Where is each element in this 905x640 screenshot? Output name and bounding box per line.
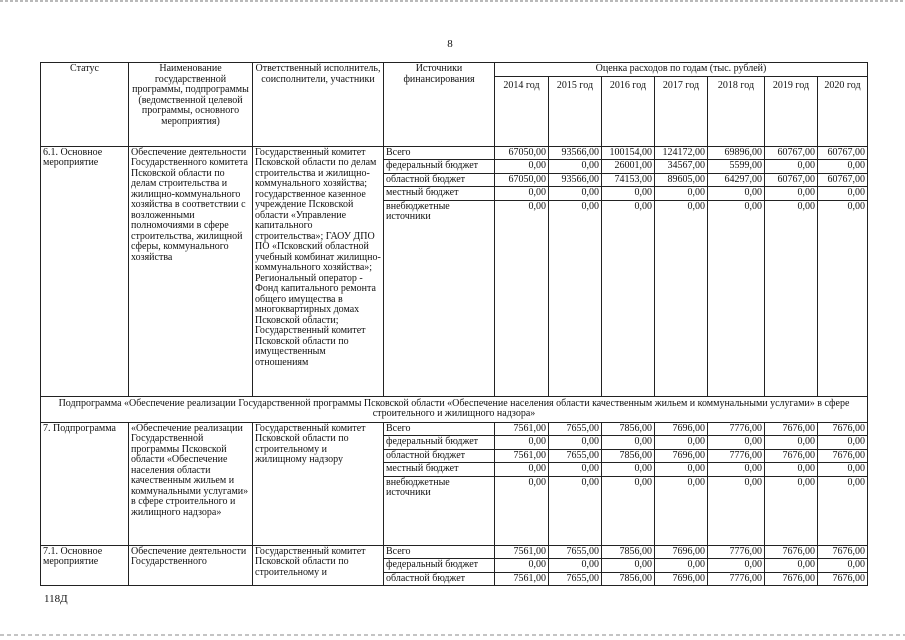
row-value: 7676,00 — [818, 572, 868, 586]
row-source: Всего — [384, 146, 495, 160]
row-source: Всего — [384, 545, 495, 559]
row-value: 7561,00 — [495, 572, 549, 586]
row-value: 7856,00 — [602, 572, 655, 586]
row-value: 0,00 — [818, 160, 868, 174]
row-value: 0,00 — [602, 476, 655, 545]
header-year: 2019 год — [765, 76, 818, 146]
row-value: 7676,00 — [818, 449, 868, 463]
row-value: 0,00 — [765, 187, 818, 201]
row-value: 0,00 — [818, 476, 868, 545]
row-value: 0,00 — [765, 463, 818, 477]
row-value: 0,00 — [549, 463, 602, 477]
row-value: 0,00 — [708, 559, 765, 573]
row-source: областной бюджет — [384, 449, 495, 463]
row-name: «Обеспечение реализации Государственной программы Псковской области «Обеспечение населения области качественным жильем и коммунальными услугами» в сфере строительного и жилищного надзора» — [129, 422, 253, 545]
row-value: 7655,00 — [549, 449, 602, 463]
row-status: 6.1. Основное мероприятие — [41, 146, 129, 396]
scan-edge-bottom — [0, 634, 905, 636]
row-value: 0,00 — [549, 559, 602, 573]
header-name: Наименование государственной программы, подпрограммы (ведомственной целевой программы, основного мероприятия) — [129, 63, 253, 147]
header-executor: Ответственный исполнитель, соисполнители, участники — [253, 63, 384, 147]
row-value: 7696,00 — [655, 545, 708, 559]
row-status: 7. Подпрограмма — [41, 422, 129, 545]
header-year: 2016 год — [602, 76, 655, 146]
row-value: 7676,00 — [765, 545, 818, 559]
row-value: 60767,00 — [818, 173, 868, 187]
header-year: 2015 год — [549, 76, 602, 146]
row-value: 7676,00 — [818, 545, 868, 559]
row-executor: Государственный комитет Псковской области по делам строительства и жилищно-коммунального хозяйства; государственное казенное учреждение Псковской области «Управление капитального строительства»; ГАОУ ДПО ПО «Псковский областной учебный комбинат жилищно-коммунального хозяйства»; Региональный оператор - Фонд капитального ремонта общего имущества в многоквартирных домах Псковской области; Государственный комитет Псковской области по имущественным отношениям — [253, 146, 384, 396]
row-value: 7696,00 — [655, 572, 708, 586]
row-value: 0,00 — [495, 436, 549, 450]
row-value: 7561,00 — [495, 545, 549, 559]
subprogram-banner-row — [41, 396, 868, 422]
row-value: 0,00 — [765, 476, 818, 545]
row-value: 0,00 — [495, 463, 549, 477]
row-value: 64297,00 — [708, 173, 765, 187]
row-value: 7856,00 — [602, 422, 655, 436]
row-value: 0,00 — [655, 436, 708, 450]
row-name: Обеспечение деятельности Государственного — [129, 545, 253, 586]
header-year: 2020 год — [818, 76, 868, 146]
row-value: 5599,00 — [708, 160, 765, 174]
row-value: 7676,00 — [818, 422, 868, 436]
row-value: 0,00 — [708, 187, 765, 201]
row-value: 0,00 — [655, 187, 708, 201]
row-value: 7655,00 — [549, 422, 602, 436]
row-value: 0,00 — [495, 200, 549, 396]
row-source: внебюджетные источники — [384, 476, 495, 545]
row-value: 67050,00 — [495, 173, 549, 187]
row-value: 93566,00 — [549, 173, 602, 187]
row-value: 0,00 — [765, 436, 818, 450]
row-value: 0,00 — [818, 187, 868, 201]
row-value: 0,00 — [818, 559, 868, 573]
row-value: 7776,00 — [708, 545, 765, 559]
row-value: 93566,00 — [549, 146, 602, 160]
row-value: 74153,00 — [602, 173, 655, 187]
row-source: Всего — [384, 422, 495, 436]
table-row — [41, 545, 868, 559]
header-year: 2017 год — [655, 76, 708, 146]
row-source: областной бюджет — [384, 173, 495, 187]
row-value: 0,00 — [495, 559, 549, 573]
header-status: Статус — [41, 63, 129, 147]
row-source: областной бюджет — [384, 572, 495, 586]
row-value: 26001,00 — [602, 160, 655, 174]
table-row — [41, 146, 868, 160]
row-value: 7676,00 — [765, 422, 818, 436]
row-value: 0,00 — [818, 200, 868, 396]
row-value: 7776,00 — [708, 449, 765, 463]
row-value: 0,00 — [495, 160, 549, 174]
header-year: 2018 год — [708, 76, 765, 146]
header-year: 2014 год — [495, 76, 549, 146]
row-value: 7696,00 — [655, 422, 708, 436]
row-source: федеральный бюджет — [384, 559, 495, 573]
row-value: 0,00 — [818, 463, 868, 477]
row-value: 7856,00 — [602, 545, 655, 559]
row-executor: Государственный комитет Псковской области по строительному и — [253, 545, 384, 586]
row-value: 124172,00 — [655, 146, 708, 160]
subprogram-banner: Подпрограмма «Обеспечение реализации Государственной программы Псковской области «Обеспечение населения области качественным жильем и коммунальными услугами» в сфере строительного и жилищного надзора» — [41, 396, 868, 422]
row-executor: Государственный комитет Псковской области по строительному и жилищному надзору — [253, 422, 384, 545]
row-value: 0,00 — [708, 463, 765, 477]
row-value: 7655,00 — [549, 545, 602, 559]
row-value: 0,00 — [602, 200, 655, 396]
row-value: 0,00 — [765, 559, 818, 573]
row-value: 7676,00 — [765, 449, 818, 463]
row-value: 67050,00 — [495, 146, 549, 160]
page-number: 8 — [447, 38, 453, 50]
budget-table — [40, 62, 868, 586]
row-value: 60767,00 — [765, 146, 818, 160]
row-source: внебюджетные источники — [384, 200, 495, 396]
header-estimate: Оценка расходов по годам (тыс. рублей) — [495, 63, 868, 77]
row-value: 69896,00 — [708, 146, 765, 160]
row-value: 0,00 — [495, 187, 549, 201]
row-value: 0,00 — [549, 187, 602, 201]
row-value: 0,00 — [818, 436, 868, 450]
row-source: федеральный бюджет — [384, 160, 495, 174]
row-source: местный бюджет — [384, 187, 495, 201]
row-name: Обеспечение деятельности Государственного комитета Псковской области по делам строительства и жилищно-коммунального хозяйства в соответствии с возложенными полномочиями в сфере строительства, жилищной сферы, коммунального хозяйства — [129, 146, 253, 396]
row-value: 7561,00 — [495, 449, 549, 463]
row-value: 0,00 — [708, 200, 765, 396]
row-status: 7.1. Основное мероприятие — [41, 545, 129, 586]
row-value: 100154,00 — [602, 146, 655, 160]
row-value: 0,00 — [655, 476, 708, 545]
row-value: 7856,00 — [602, 449, 655, 463]
row-value: 0,00 — [765, 200, 818, 396]
row-value: 34567,00 — [655, 160, 708, 174]
row-value: 0,00 — [549, 436, 602, 450]
row-value: 0,00 — [495, 476, 549, 545]
row-value: 7776,00 — [708, 572, 765, 586]
row-value: 0,00 — [549, 476, 602, 545]
row-value: 7655,00 — [549, 572, 602, 586]
row-value: 0,00 — [708, 436, 765, 450]
row-value: 60767,00 — [818, 146, 868, 160]
table-row — [41, 422, 868, 436]
row-value: 0,00 — [602, 436, 655, 450]
row-value: 7676,00 — [765, 572, 818, 586]
document-code: 118Д — [44, 593, 68, 605]
row-source: федеральный бюджет — [384, 436, 495, 450]
row-value: 0,00 — [549, 160, 602, 174]
row-value: 89605,00 — [655, 173, 708, 187]
row-value: 7696,00 — [655, 449, 708, 463]
row-value: 0,00 — [655, 559, 708, 573]
row-value: 0,00 — [602, 463, 655, 477]
row-value: 0,00 — [765, 160, 818, 174]
row-value: 0,00 — [655, 200, 708, 396]
row-value: 0,00 — [602, 559, 655, 573]
header-sources: Источники финансирования — [384, 63, 495, 147]
row-source: местный бюджет — [384, 463, 495, 477]
row-value: 0,00 — [549, 200, 602, 396]
row-value: 60767,00 — [765, 173, 818, 187]
row-value: 7561,00 — [495, 422, 549, 436]
row-value: 0,00 — [708, 476, 765, 545]
scan-edge-top — [0, 0, 905, 2]
row-value: 0,00 — [602, 187, 655, 201]
row-value: 7776,00 — [708, 422, 765, 436]
row-value: 0,00 — [655, 463, 708, 477]
header-row — [41, 63, 868, 77]
